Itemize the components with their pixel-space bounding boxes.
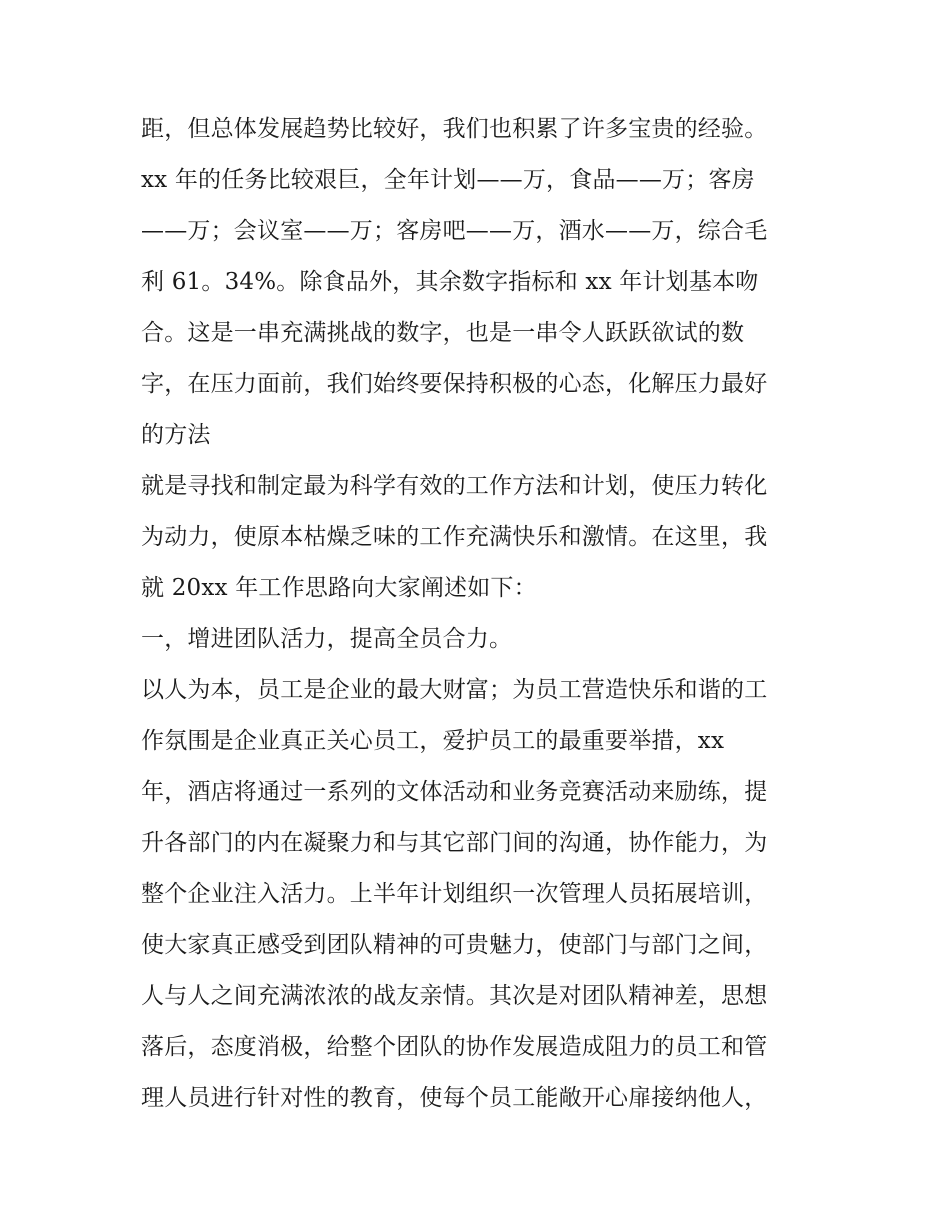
text-line: 合。这是一串充满挑战的数字，也是一串令人跃跃欲试的数: [141, 320, 745, 346]
body-text: [141, 104, 821, 1124]
text-line: 就是寻找和制定最为科学有效的工作方法和计划，使压力转化: [141, 473, 768, 499]
text-line: 人与人之间充满浓浓的战友亲情。其次是对团队精神差，思想: [141, 983, 768, 1009]
text-line: 作氛围是企业真正关心员工，爱护员工的最重要举措，xx: [141, 728, 725, 754]
text-line: 为动力，使原本枯燥乏味的工作充满快乐和激情。在这里，我: [141, 524, 768, 550]
text-line: 年，酒店将通过一系列的文体活动和业务竞赛活动来励练，提: [141, 779, 768, 805]
text-line: 使大家真正感受到团队精神的可贵魅力，使部门与部门之间，: [141, 932, 768, 958]
text-line: 字，在压力面前，我们始终要保持积极的心态，化解压力最好: [141, 371, 768, 397]
text-line: 升各部门的内在凝聚力和与其它部门间的沟通，协作能力，为: [141, 830, 768, 856]
text-line: 距，但总体发展趋势比较好，我们也积累了许多宝贵的经验。: [141, 116, 768, 142]
section-heading: 一，增进团队活力，提高全员合力。: [141, 626, 513, 652]
text-line: xx 年的任务比较艰巨，全年计划——万，食品——万；客房: [141, 167, 755, 193]
text-line: 的方法: [141, 422, 211, 448]
text-line: ——万；会议室——万；客房吧——万，酒水——万，综合毛: [141, 218, 768, 244]
text-line: 就 20xx 年工作思路向大家阐述如下：: [141, 575, 537, 601]
text-line: 以人为本，员工是企业的最大财富；为员工营造快乐和谐的工: [141, 677, 768, 703]
text-line: 落后，态度消极，给整个团队的协作发展造成阻力的员工和管: [141, 1034, 768, 1060]
text-line: 理人员进行针对性的教育，使每个员工能敞开心扉接纳他人，: [141, 1085, 768, 1111]
text-line: 整个企业注入活力。上半年计划组织一次管理人员拓展培训，: [141, 881, 768, 907]
text-line: 利 61。34%。除食品外，其余数字指标和 xx 年计划基本吻: [141, 269, 759, 295]
